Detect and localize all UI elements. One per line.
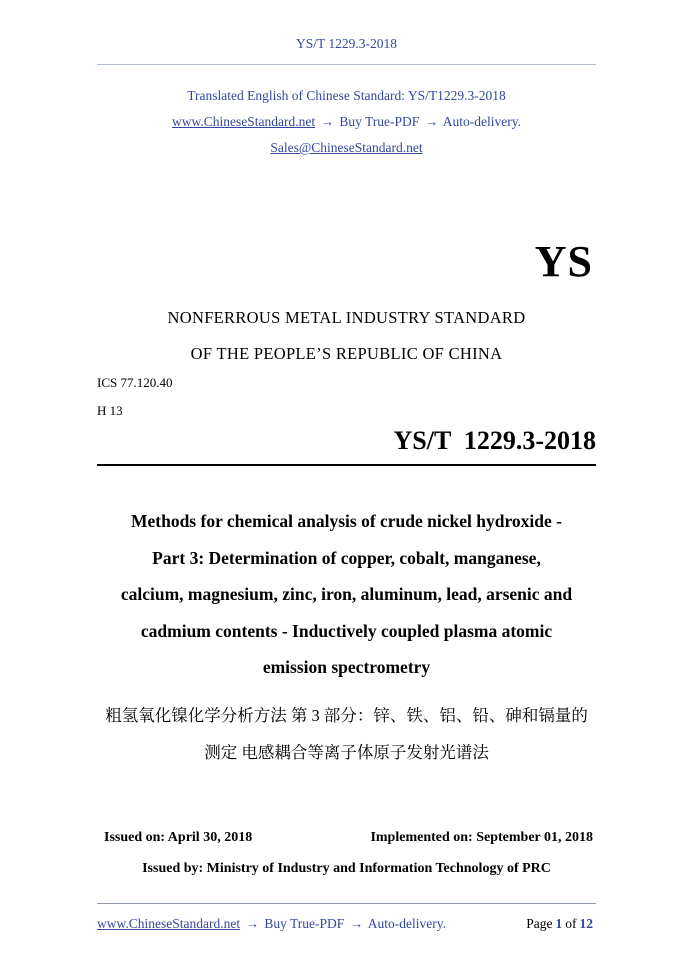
org-line-2: OF THE PEOPLE’S REPUBLIC OF CHINA [190,344,503,363]
issued-by-text: Issued by: Ministry of Industry and Information Technology of PRC [142,861,551,876]
title-line-zh: 测定 电感耦合等离子体原子发射光谱法 [204,743,489,762]
arrow-icon: → [245,916,259,931]
current-page-number: 1 [555,916,563,931]
header-divider [97,64,596,65]
buy-truepdf-text: Buy True-PDF [264,916,345,931]
sales-email-link[interactable]: Sales@ChineseStandard.net [270,140,423,155]
ics-code: ICS 77.120.40 [97,375,173,390]
page-label: Page [526,916,553,931]
title-line-zh: 粗氢氧化镍化学分析方法 第 3 部分：锌、铁、铝、铅、砷和镉量的 [105,706,588,725]
issued-on-text: Issued on: April 30, 2018 [104,830,253,845]
title-line: emission spectrometry [262,657,431,677]
header-doc-ref: YS/T 1229.3-2018 [295,36,397,51]
title-line: calcium, magnesium, zinc, iron, aluminum, lead, arsenic and [120,584,573,604]
translated-standard-line: Translated English of Chinese Standard: YS/T1229.3-2018 [187,88,506,103]
standard-number: YS/T 1229.3-2018 [393,426,596,455]
header-email-line [0,140,693,156]
footer-divider [97,903,596,904]
dates-row [104,830,593,846]
title-line: Part 3: Determination of copper, cobalt, manganese, [152,547,541,568]
title-line: Methods for chemical analysis of crude nickel hydroxide - [130,511,562,531]
of-label: of [565,916,577,931]
total-pages: 12 [579,916,593,931]
buy-truepdf-text: Buy True-PDF [339,114,420,129]
auto-delivery-text: Auto-delivery. [367,916,447,931]
footer-buy-line [97,916,446,932]
arrow-icon: → [349,916,364,931]
arrow-icon: → [320,114,334,129]
org-line-1: NONFERROUS METAL INDUSTRY STANDARD [167,308,526,327]
implemented-on-text: Implemented on: September 01, 2018 [370,830,593,845]
auto-delivery-text: Auto-delivery. [442,114,521,129]
footer-site-link[interactable]: www.ChineseStandard.net [97,916,241,931]
header-buy-line [0,114,693,130]
title-divider [97,464,596,466]
page-indicator [526,916,596,932]
title-line: cadmium contents - Inductively coupled plasma atomic [140,620,553,641]
title-chinese [55,697,638,771]
header-site-link[interactable]: www.ChineseStandard.net [171,114,316,129]
ys-logo: YS [534,237,593,286]
title-english [55,503,638,686]
footer [97,916,596,932]
arrow-icon: → [424,114,439,129]
class-code: H 13 [97,403,123,418]
